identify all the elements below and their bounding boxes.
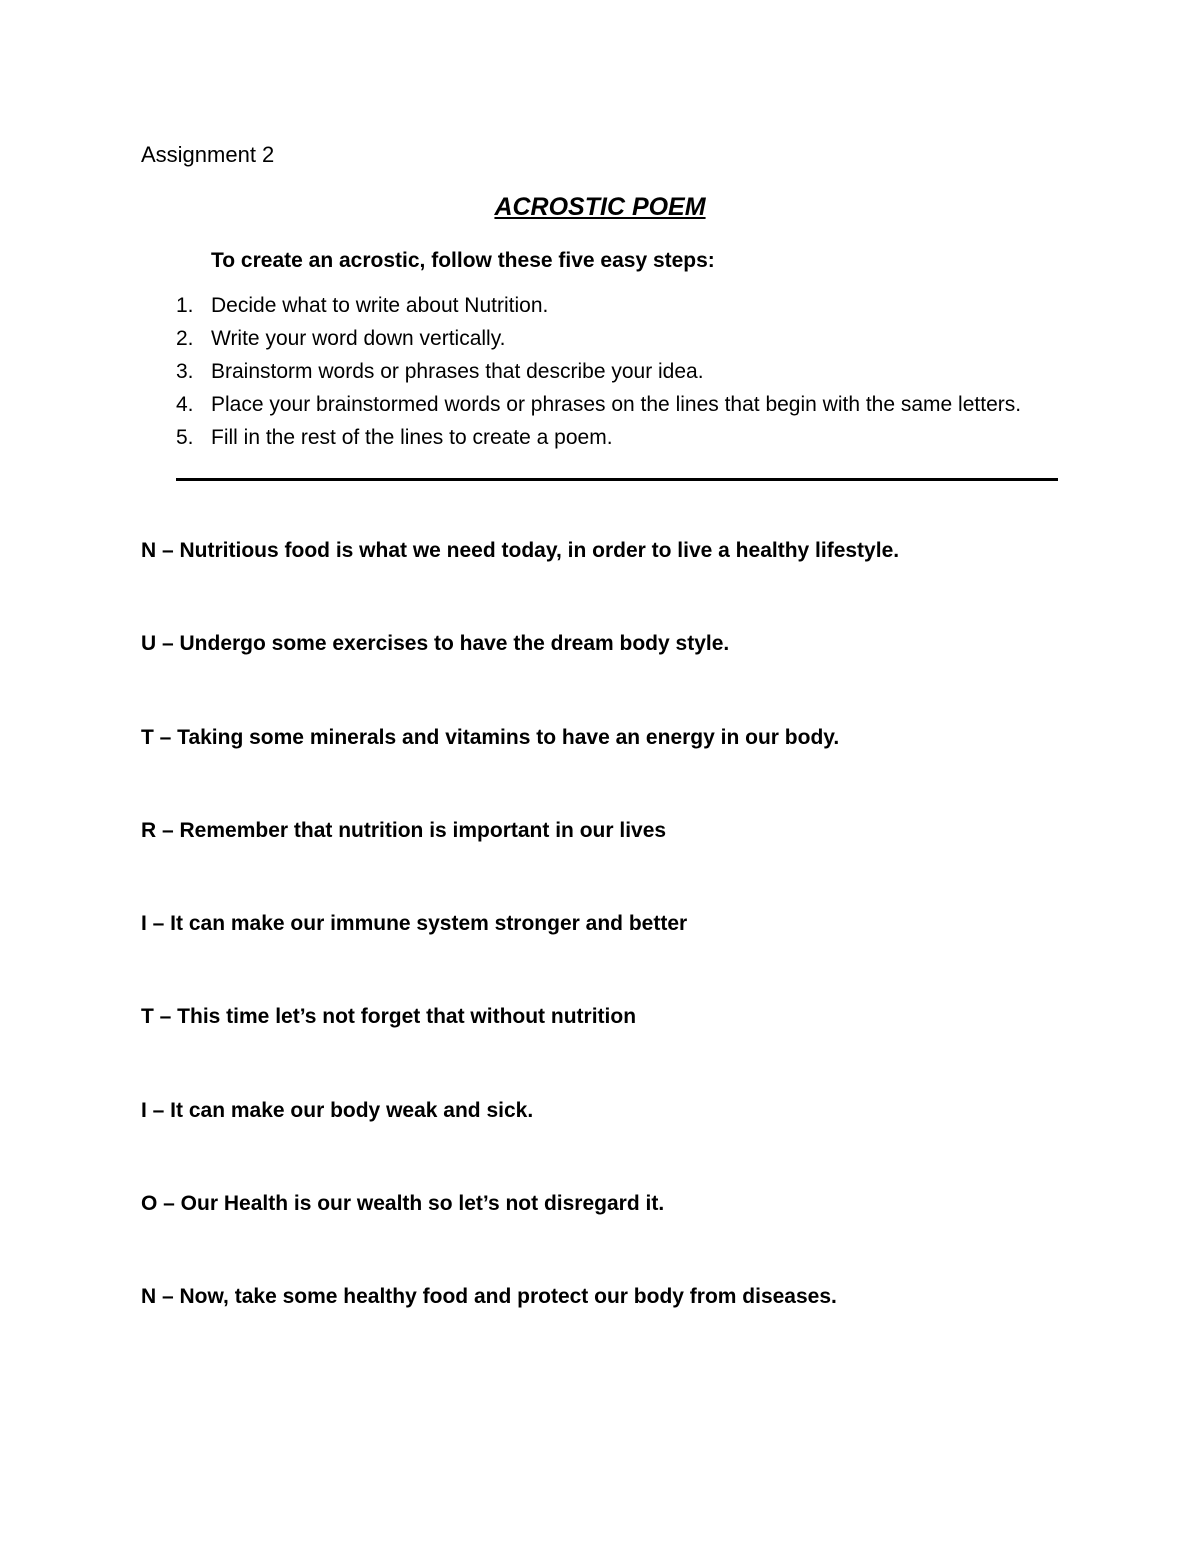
step-text: Decide what to write about Nutrition. [211,294,549,317]
step-item [176,392,1058,418]
poem-line: I – It can make our immune system stronger and better [141,912,688,936]
step-text: Brainstorm words or phrases that describe your idea. [211,360,704,383]
poem-line: O – Our Health is our wealth so let’s not disregard it. [141,1192,665,1216]
step-item [176,359,1058,385]
step-number: 1. [176,294,194,317]
step-item [176,293,1058,319]
poem-line: R – Remember that nutrition is important in our lives [141,818,667,842]
step-text: Write your word down vertically. [211,327,506,350]
step-number: 2. [176,327,194,350]
assignment-label: Assignment 2 [141,142,275,167]
step-text: Place your brainstormed words or phrases on the lines that begin with the same letters. [211,393,1022,416]
poem-line: N – Now, take some healthy food and protect our body from diseases. [141,1285,837,1309]
step-number: 4. [176,393,194,416]
instructions-intro: To create an acrostic, follow these five easy steps: [211,249,715,272]
step-item [176,425,1058,451]
divider-rule [176,478,1058,481]
steps-list [176,293,1058,458]
step-item [176,326,1058,352]
acrostic-poem [141,539,1141,1379]
poem-line: N – Nutritious food is what we need today, in order to live a healthy lifestyle. [141,539,900,562]
poem-line: I – It can make our body weak and sick. [141,1098,534,1122]
poem-line: U – Undergo some exercises to have the dream body style. [141,632,730,656]
step-text: Fill in the rest of the lines to create a poem. [211,426,613,449]
poem-line: T – Taking some minerals and vitamins to have an energy in our body. [141,725,840,749]
step-number: 5. [176,426,194,449]
step-number: 3. [176,360,194,383]
document-title: ACROSTIC POEM [494,193,706,221]
poem-line: T – This time let’s not forget that without nutrition [141,1005,637,1029]
